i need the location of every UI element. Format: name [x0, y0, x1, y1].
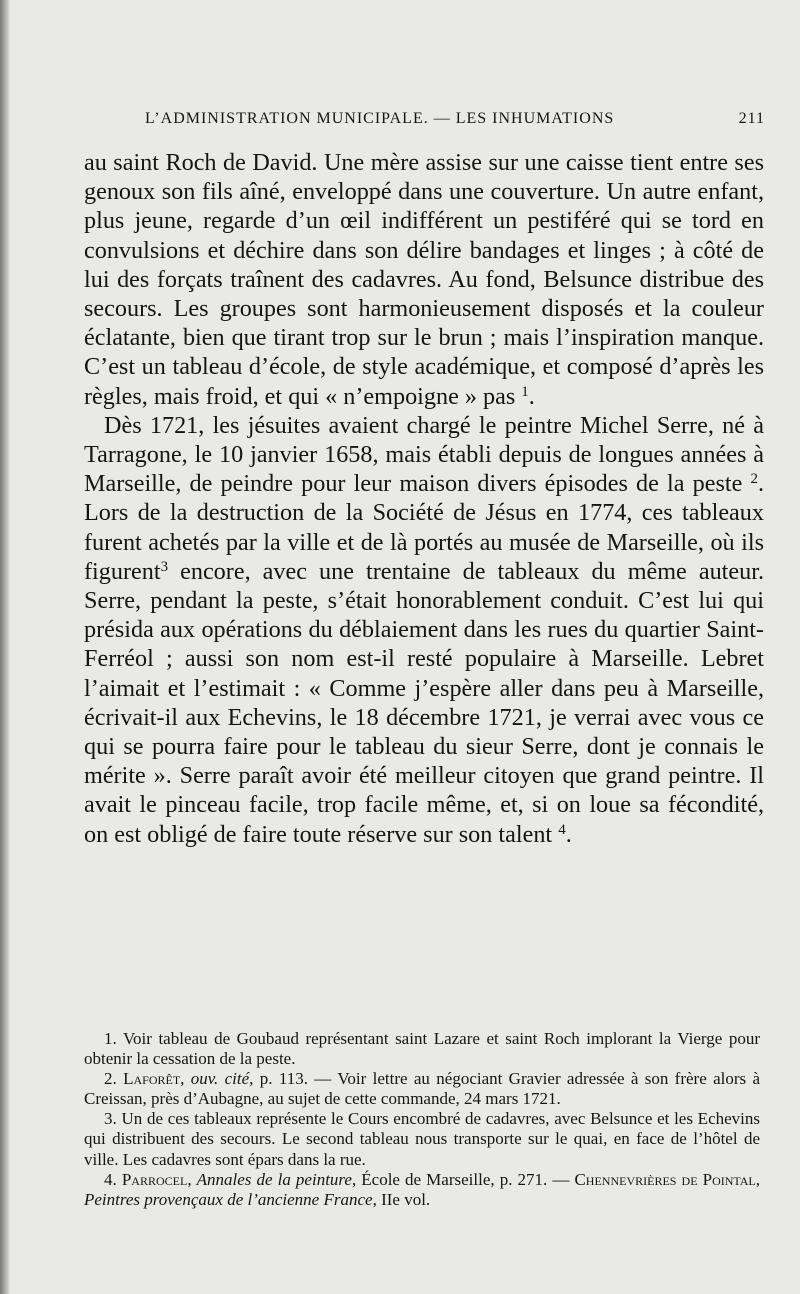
footnotes — [84, 1029, 760, 1210]
footnote-ref-1: 1 — [521, 383, 529, 400]
footnote-4-author-2: Chennevrières de Pointal — [574, 1169, 756, 1189]
footnote-ref-2: 2 — [750, 470, 758, 487]
page-number: 211 — [738, 110, 765, 127]
paragraph-1 — [84, 148, 764, 411]
running-header — [145, 110, 765, 128]
footnote-4-work-2: Peintres provençaux de l’ancienne France — [84, 1189, 373, 1209]
paragraph-2-text-b: . Lors de la destruction de la Société de Jésus en 1774, ces tableaux furent achetés par la ville et de là portés au musée de Marseille, où ils figurent — [84, 470, 764, 585]
footnote-2-number: 2. — [104, 1069, 124, 1089]
footnote-4-mid: , École de Marseille, p. 271. — — [351, 1169, 575, 1189]
main-text — [84, 148, 764, 849]
footnote-2 — [84, 1069, 760, 1109]
paragraph-2-end: . — [565, 820, 572, 848]
footnote-ref-4: 4 — [558, 821, 566, 838]
running-title: L’ADMINISTRATION MUNICIPALE. — LES INHUMATIONS — [145, 110, 615, 127]
footnote-2-rest: , p. 113. — Voir lettre au négociant Gravier adressée à son frère alors à Creissan, près d’Aubagne, au sujet de cette commande, 24 mars 1721. — [84, 1069, 761, 1109]
footnote-2-sep: , — [180, 1069, 191, 1089]
footnote-1: 1. Voir tableau de Goubaud représentant saint Lazare et saint Roch implorant la Vierge pour obtenir la cessation de la peste. — [84, 1029, 760, 1069]
footnote-2-work: ouv. cité — [190, 1069, 250, 1089]
footnote-4 — [84, 1170, 760, 1210]
footnote-2-author: Laforêt — [123, 1069, 181, 1089]
footnote-4-work: Annales de la peinture — [196, 1169, 352, 1189]
paragraph-1-text: au saint Roch de David. Une mère assise sur une caisse tient entre ses genoux son fils aîné, enveloppé dans une couverture. Un autre enfant, plus jeune, regarde d’un œil indifférent un pestiféré qui se tord en convulsions et déchire dans son délire bandages et linges ; à côté de lui des forçats traînent des cadavres. Au fond, Belsunce distribue des secours. Les groupes sont harmonieusement disposés et la couleur éclatante, bien que tirant trop sur le brun ; mais l’inspiration manque. C’est un tableau d’école, de style académique, et composé d’après les règles, mais froid, et qui « n’empoigne » pas — [84, 149, 764, 410]
footnote-4-sep: , — [187, 1169, 197, 1189]
footnote-3: 3. Un de ces tableaux représente le Cours encombré de cadavres, avec Belsunce et les Echevins qui distribuent des secours. Le second tableau nous transporte sur le quai, en face de l’hôtel de ville. Les cadavres sont épars dans la rue. — [84, 1109, 760, 1169]
footnote-4-author: Parrocel — [121, 1169, 188, 1189]
paragraph-2 — [84, 411, 764, 849]
paragraph-2-text-a: Dès 1721, les jésuites avaient chargé le peintre Michel Serre, né à Tarragone, le 10 janvier 1658, mais établi depuis de longues années à Marseille, de peindre pour leur maison divers épisodes de la peste — [84, 411, 764, 498]
footnote-ref-3: 3 — [160, 558, 169, 575]
footnote-4-number: 4. — [104, 1169, 122, 1189]
paragraph-2-text-c: encore, avec une trentaine de tableaux du même auteur. Serre, pendant la peste, s’était honorablement conduit. C’est lui qui présida aux opérations du déblaiement dans les rues du quartier Saint-Ferréol ; aussi son nom est-il resté populaire à Marseille. Lebret l’aimait et l’estimait : « Comme j’espère aller dans peu à Marseille, écrivait-il aux Echevins, le 18 décembre 1721, je verrai avec vous ce qui se pourra faire pour le tableau du sieur Serre, dont je connais le mérite ». Serre paraît avoir été meilleur citoyen que grand peintre. Il avait le pinceau facile, trop facile même, et, si on loue sa fécondité, on est obligé de faire toute réserve sur son talent — [84, 557, 764, 848]
paragraph-1-end: . — [528, 382, 535, 410]
footnote-4-end: , IIe vol. — [372, 1189, 431, 1209]
footnote-4-sep-2: , — [755, 1169, 761, 1189]
